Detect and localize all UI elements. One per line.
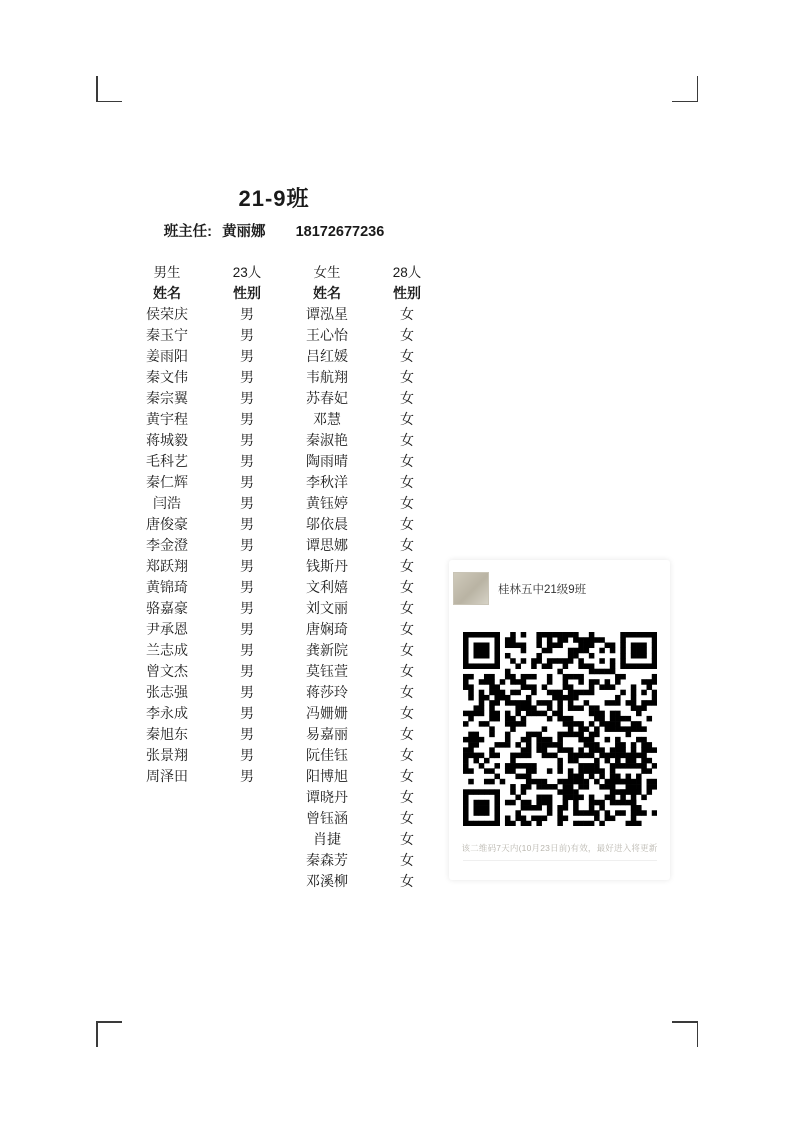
male-gender-cell: 男	[240, 516, 254, 532]
male-name-cell: 黄锦琦	[146, 579, 188, 595]
female-name-cell: 谭思娜	[306, 537, 348, 553]
male-name-cell: 李永成	[146, 705, 188, 721]
female-name-cell: 吕红媛	[306, 348, 348, 364]
group-count-row	[120, 262, 440, 283]
male-name-cell	[120, 787, 214, 808]
qr-card-header	[453, 572, 586, 605]
male-name-cell	[120, 829, 214, 850]
female-gender-cell: 女	[400, 327, 414, 343]
male-name-cell	[120, 871, 214, 892]
male-group-label: 男生	[153, 265, 181, 280]
table-row	[120, 682, 440, 703]
female-gender-cell: 女	[400, 453, 414, 469]
female-gender-cell: 女	[400, 600, 414, 616]
female-gender-cell: 女	[400, 726, 414, 742]
female-gender-cell: 女	[400, 516, 414, 532]
male-gender-cell: 男	[240, 768, 254, 784]
female-name-cell: 谭泓星	[306, 306, 348, 322]
female-name-cell: 莫钰萱	[306, 663, 348, 679]
female-name-cell: 曾钰涵	[306, 810, 348, 826]
table-row	[120, 409, 440, 430]
page-title: 21-9班	[238, 186, 310, 211]
male-gender-cell: 男	[240, 537, 254, 553]
male-gender-cell: 男	[240, 747, 254, 763]
table-row	[120, 346, 440, 367]
female-name-cell: 黄钰婷	[306, 495, 348, 511]
table-row	[120, 766, 440, 787]
table-row	[120, 577, 440, 598]
female-gender-cell: 女	[400, 432, 414, 448]
male-name-cell: 张志强	[146, 684, 188, 700]
male-count: 23人	[232, 265, 262, 280]
female-gender-cell: 女	[400, 789, 414, 805]
male-name-cell: 曾文杰	[146, 663, 188, 679]
male-gender-cell: 男	[240, 705, 254, 721]
table-row	[120, 808, 440, 829]
female-gender-cell: 女	[400, 390, 414, 406]
teacher-phone: 18172677236	[295, 224, 385, 240]
male-gender-cell: 男	[240, 306, 254, 322]
table-row	[120, 871, 440, 892]
male-gender-cell: 男	[240, 579, 254, 595]
male-gender-cell: 男	[240, 327, 254, 343]
qr-card	[449, 560, 670, 880]
header-gender-female: 性别	[393, 285, 421, 301]
qr-code-icon[interactable]	[463, 632, 657, 826]
male-name-cell: 毛科艺	[146, 453, 188, 469]
table-row	[120, 829, 440, 850]
male-name-cell: 秦文伟	[146, 369, 188, 385]
table-row	[120, 850, 440, 871]
female-gender-cell: 女	[400, 705, 414, 721]
table-row	[120, 493, 440, 514]
female-name-cell: 钱斯丹	[306, 558, 348, 574]
qr-divider	[463, 860, 657, 861]
table-row	[120, 388, 440, 409]
female-gender-cell: 女	[400, 537, 414, 553]
header-gender-male: 性别	[233, 285, 261, 301]
female-name-cell: 文利嬉	[306, 579, 348, 595]
image-thumbnail-icon	[453, 572, 489, 605]
female-gender-cell: 女	[400, 747, 414, 763]
female-gender-cell: 女	[400, 495, 414, 511]
male-gender-cell: 男	[240, 432, 254, 448]
female-name-cell: 阮佳钰	[306, 747, 348, 763]
male-gender-cell: 男	[240, 684, 254, 700]
male-name-cell: 郑跃翔	[146, 558, 188, 574]
female-name-cell: 邓慧	[313, 411, 341, 427]
male-name-cell: 尹承恩	[146, 621, 188, 637]
male-name-cell	[120, 850, 214, 871]
teacher-line	[0, 220, 548, 241]
female-name-cell: 谭晓丹	[306, 789, 348, 805]
header-name-male: 姓名	[153, 285, 181, 301]
table-row	[120, 472, 440, 493]
male-name-cell: 黄宇程	[146, 411, 188, 427]
female-name-cell: 易嘉丽	[306, 726, 348, 742]
female-gender-cell: 女	[400, 474, 414, 490]
male-gender-cell: 男	[240, 390, 254, 406]
male-name-cell: 骆嘉豪	[146, 600, 188, 616]
female-name-cell: 刘文丽	[306, 600, 348, 616]
table-row	[120, 556, 440, 577]
table-row	[120, 703, 440, 724]
table-row	[120, 619, 440, 640]
crop-mark-top-right	[672, 76, 698, 102]
male-gender-cell	[214, 850, 280, 871]
female-name-cell: 唐娴琦	[306, 621, 348, 637]
female-name-cell: 王心怡	[306, 327, 348, 343]
female-name-cell: 肖捷	[313, 831, 341, 847]
female-gender-cell: 女	[400, 810, 414, 826]
female-gender-cell: 女	[400, 768, 414, 784]
table-row	[120, 325, 440, 346]
qr-card-heading: 桂林五中21级9班	[498, 583, 587, 596]
qr-expiry-note: 该二维码7天内(10月23日前)有效，最好进入将更新	[461, 843, 658, 853]
male-gender-cell: 男	[240, 642, 254, 658]
male-gender-cell: 男	[240, 369, 254, 385]
female-name-cell: 龚新院	[306, 642, 348, 658]
male-name-cell: 周泽田	[146, 768, 188, 784]
male-gender-cell: 男	[240, 726, 254, 742]
male-gender-cell	[214, 808, 280, 829]
male-gender-cell: 男	[240, 411, 254, 427]
table-row	[120, 514, 440, 535]
female-gender-cell: 女	[400, 852, 414, 868]
female-name-cell: 秦森芳	[306, 852, 348, 868]
crop-mark-bottom-right	[672, 1021, 698, 1047]
male-gender-cell: 男	[240, 474, 254, 490]
female-name-cell: 苏春妃	[306, 390, 348, 406]
female-name-cell: 李秋洋	[306, 474, 348, 490]
female-gender-cell: 女	[400, 558, 414, 574]
table-row	[120, 535, 440, 556]
male-gender-cell: 男	[240, 558, 254, 574]
female-name-cell: 蒋莎玲	[306, 684, 348, 700]
male-gender-cell: 男	[240, 348, 254, 364]
table-row	[120, 304, 440, 325]
table-row	[120, 598, 440, 619]
female-name-cell: 邓溪柳	[306, 873, 348, 889]
table-row	[120, 661, 440, 682]
male-name-cell: 蒋城毅	[146, 432, 188, 448]
female-name-cell: 邬依晨	[306, 516, 348, 532]
column-header-row	[120, 283, 440, 304]
male-name-cell	[120, 808, 214, 829]
male-name-cell: 秦仁辉	[146, 474, 188, 490]
female-gender-cell: 女	[400, 579, 414, 595]
table-row	[120, 724, 440, 745]
table-row	[120, 451, 440, 472]
male-gender-cell: 男	[240, 600, 254, 616]
male-name-cell: 张景翔	[146, 747, 188, 763]
male-gender-cell: 男	[240, 495, 254, 511]
female-name-cell: 阳博旭	[306, 768, 348, 784]
male-name-cell: 李金澄	[146, 537, 188, 553]
male-name-cell: 秦旭东	[146, 726, 188, 742]
male-gender-cell	[214, 787, 280, 808]
header-name-female: 姓名	[313, 285, 341, 301]
female-gender-cell: 女	[400, 831, 414, 847]
female-name-cell: 韦航翔	[306, 369, 348, 385]
female-count: 28人	[392, 265, 422, 280]
male-gender-cell: 男	[240, 621, 254, 637]
male-name-cell: 秦玉宁	[146, 327, 188, 343]
female-group-label: 女生	[313, 265, 341, 280]
female-gender-cell: 女	[400, 684, 414, 700]
female-name-cell: 冯姗姗	[306, 705, 348, 721]
male-name-cell: 唐俊豪	[146, 516, 188, 532]
table-row	[120, 367, 440, 388]
female-gender-cell: 女	[400, 642, 414, 658]
crop-mark-bottom-left	[96, 1021, 122, 1047]
teacher-name: 黄丽娜	[222, 224, 266, 240]
table-row	[120, 745, 440, 766]
female-gender-cell: 女	[400, 348, 414, 364]
male-name-cell: 姜雨阳	[146, 348, 188, 364]
male-name-cell: 秦宗翼	[146, 390, 188, 406]
female-gender-cell: 女	[400, 306, 414, 322]
male-gender-cell	[214, 829, 280, 850]
female-gender-cell: 女	[400, 873, 414, 889]
male-name-cell: 兰志成	[146, 642, 188, 658]
female-gender-cell: 女	[400, 621, 414, 637]
male-gender-cell: 男	[240, 453, 254, 469]
female-name-cell: 秦淑艳	[306, 432, 348, 448]
table-row	[120, 640, 440, 661]
teacher-label: 班主任:	[163, 224, 213, 240]
female-name-cell: 陶雨晴	[306, 453, 348, 469]
male-gender-cell: 男	[240, 663, 254, 679]
female-gender-cell: 女	[400, 411, 414, 427]
table-row	[120, 787, 440, 808]
table-row	[120, 430, 440, 451]
female-gender-cell: 女	[400, 369, 414, 385]
male-name-cell: 闫浩	[153, 495, 181, 511]
male-name-cell: 侯荣庆	[146, 306, 188, 322]
student-roster-table	[120, 262, 440, 892]
male-gender-cell	[214, 871, 280, 892]
female-gender-cell: 女	[400, 663, 414, 679]
crop-mark-top-left	[96, 76, 122, 102]
